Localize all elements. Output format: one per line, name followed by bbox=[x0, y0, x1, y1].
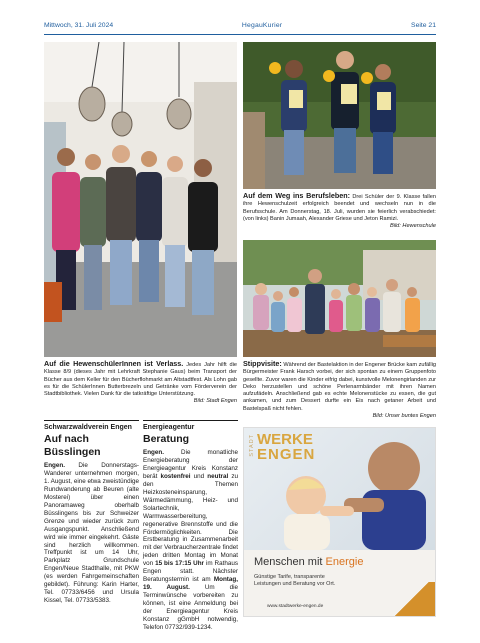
article-energy-text-5: Um die Terminwünsche vorbereiten zu können, ist eine Anmeldung bei der Energieagentur Kreis Konstanz gGmbH notwendig, Telefon 07732/939-1234. bbox=[143, 584, 238, 631]
article-energy-body bbox=[143, 449, 238, 632]
caption-book-helpers-text: Jedes Jahr hilft die Klasse 8/9 (dieses Jahr mit Lehrkraft Stephanie Gaus) beim Transport der Bücher aus dem Keller für den Bücherflohmarkt am Altstadtfest. Als Lohn gab es für die SchülerInnen Butterbrezeln und Getränke vom Förderverein der Stadtbibliothek. Vielen Dank für die tatkräftige Unterstützung. bbox=[44, 362, 238, 398]
article-energy-text-4: im Rathaus Engen statt. Nächster Beratungstermin ist am bbox=[143, 560, 238, 584]
article-energy-rule bbox=[143, 420, 238, 421]
ad-headline-a: Menschen mit bbox=[254, 556, 326, 568]
ad-subline bbox=[254, 574, 335, 588]
ad-headline bbox=[254, 556, 363, 568]
caption-crafting-group-text: Während der Bastelaktion in der Engener Brücke kam zufällig Bürgermeister Frank Harsch vorbei, der sich spontan zu einem Gruppenfoto gesellte. Zuvor waren die Kinder eifrig dabei, kunstvolle Melonengirlanden zur Deko herzustellen und schöne Perlenarmbänder mit ihren Namen aufzufädeln. Anschließend gab es echte Melonenstücke zu essen, die gut ankamen, und zum Dessert durfte ein Eis nach getaner Arbeit und Bastelspaß nicht fehlen. bbox=[243, 362, 436, 412]
article-energy-text-1: Die monatliche Energieberatung der Energieagentur Kreis Konstanz berät bbox=[143, 449, 238, 480]
caption-crafting-group-title: Stippvisite: bbox=[243, 359, 282, 368]
article-energy-kicker: Energieagentur bbox=[143, 424, 195, 431]
article-energy-headline: Beratung bbox=[143, 433, 190, 445]
article-energy-bold-2: neutral bbox=[207, 472, 229, 480]
photo-crafting-group-image bbox=[243, 240, 436, 357]
article-hiking-kicker: Schwarzwaldverein Engen bbox=[44, 424, 132, 431]
page-header bbox=[44, 22, 436, 34]
header-rule bbox=[44, 34, 436, 35]
caption-graduates-title: Auf dem Weg ins Berufsleben: bbox=[243, 191, 351, 200]
caption-crafting-group-credit: Bild: Unser buntes Engen bbox=[372, 413, 436, 420]
photo-book-helpers bbox=[44, 42, 237, 357]
photo-graduates-image bbox=[243, 42, 436, 189]
article-hiking-rule bbox=[44, 420, 139, 421]
caption-graduates-credit: Bild: Hewenschule bbox=[389, 223, 436, 230]
article-energy-bold-1: kostenfrei bbox=[160, 472, 191, 480]
article-hiking-dateline: Engen. bbox=[44, 462, 65, 469]
caption-graduates bbox=[243, 192, 436, 230]
photo-book-helpers-image bbox=[44, 42, 237, 357]
ad-url-link[interactable]: www.stadtwerke-engen.de bbox=[267, 604, 324, 609]
ad-corner-accent bbox=[389, 582, 435, 616]
article-hiking-text: Die Donnerstags-Wanderer unternehmen morgen, 1. August, eine etwa zweistündige Rundwanderung ab Beuren (alte Mosterei) über einen Panoramaweg oberhalb Büsslingens bis zur Schweizer Grenze und wieder zurück zum Ausgangspunkt. Anschließend wird wie immer eingekehrt. Gäste sind herzlich willkommen. Treffpunkt ist um 14 Uhr, Parkplatz Grundschule Engen/Neue Stadthalle, mit PKW (es werden Fahrgemeinschaften gebildet). Führung: Karin Harter, Tel. 07733/6456 und Ursula Kissel, Tel. 07733/5383. bbox=[44, 462, 139, 605]
ad-headline-b: Energie bbox=[325, 556, 364, 568]
article-energy-text-3: zu den Themen Heizkosteneinsparung, Wärmedämmung, Heiz- und Solartechnik, Warmwasserbereitung, regenerative Brennstoffe und die Fördermöglichkeiten. Die Erstberatung in Zusammenarbeit mit der Verbraucherzentrale findet jeden dritten Montag im Monat von bbox=[143, 472, 238, 568]
caption-book-helpers bbox=[44, 360, 237, 406]
article-energy-bold-3: 15 bis 17:15 Uhr bbox=[155, 560, 204, 568]
caption-crafting-group bbox=[243, 360, 436, 420]
stadtwerke-advertisement[interactable] bbox=[243, 427, 436, 617]
article-energy-text-2: und bbox=[190, 472, 208, 480]
page-number: Seite 21 bbox=[411, 22, 436, 29]
caption-book-helpers-credit: Bild: Stadt Engen bbox=[193, 398, 237, 405]
article-energy-dateline: Engen. bbox=[143, 449, 164, 456]
ad-subline-2: Leistungen und Beratung vor Ort. bbox=[254, 581, 336, 587]
photo-crafting-group bbox=[243, 240, 436, 357]
article-hiking-body bbox=[44, 462, 139, 605]
article-hiking bbox=[44, 420, 139, 605]
issue-date: Mittwoch, 31. Juli 2024 bbox=[44, 22, 114, 29]
ad-logo-werke: WERKE bbox=[257, 431, 313, 448]
newspaper-name: HegauKurier bbox=[241, 22, 283, 29]
ad-image bbox=[244, 428, 436, 550]
article-hiking-headline: Auf nach Büsslingen bbox=[44, 433, 101, 458]
article-energy-advice bbox=[143, 420, 238, 632]
article-energy-bold-4: Montag, 19. August. bbox=[143, 576, 238, 592]
ad-logo-engen: ENGEN bbox=[257, 446, 316, 463]
ad-logo-stadt: STADT bbox=[249, 434, 255, 457]
ad-subline-1: Günstige Tarife, transparente bbox=[254, 574, 325, 580]
caption-graduates-text: Drei Schüler der 9. Klasse fallen ihre Hewenschulzeit erfolgreich beendet und wechseln nun in die Berufsschule. Am Donnerstag, 18. Juli, wurden sie feierlich verabschiedet: (von links) Banin Jumaah, Alexander Griese und Jeton Ramizi. bbox=[243, 194, 436, 222]
photo-graduates bbox=[243, 42, 436, 189]
caption-book-helpers-title: Auf die HewenschülerInnen ist Verlass. bbox=[44, 359, 184, 368]
